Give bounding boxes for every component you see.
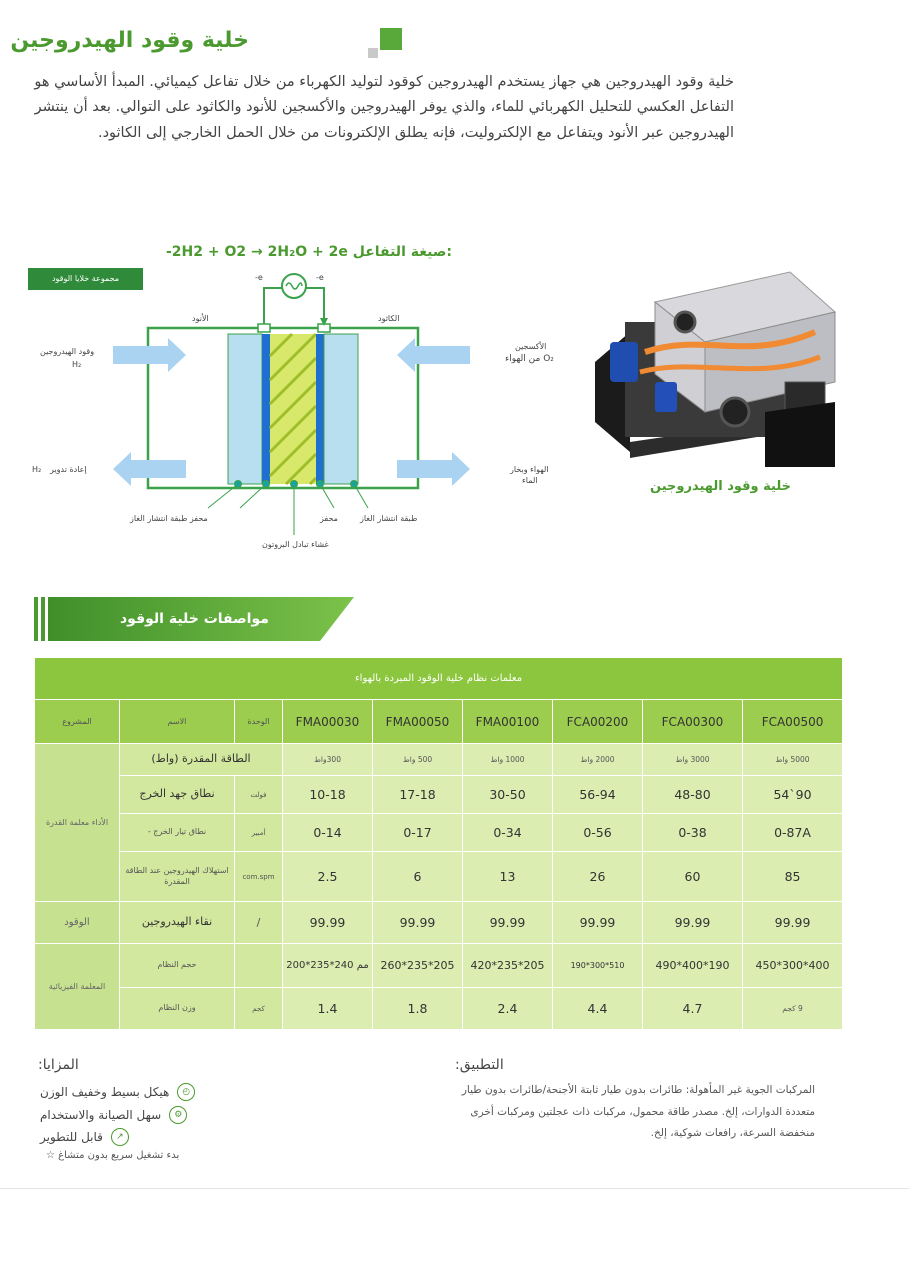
star-icon: ☆ xyxy=(46,1150,55,1161)
advantages-title: المزايا: xyxy=(38,1057,79,1073)
air-water-label-bottom: الماء xyxy=(522,476,538,485)
hydrogen-symbol: H₂ xyxy=(72,360,82,369)
table-cell: 2.5 xyxy=(283,852,373,902)
oxygen-in-arrow xyxy=(397,338,470,372)
product-caption: خلية وقود الهيدروجين xyxy=(650,479,792,494)
table-cell: 500 واط xyxy=(373,744,463,776)
advantage-item xyxy=(40,1106,187,1124)
table-cell: 0-17 xyxy=(373,814,463,852)
application-text: المركبات الجوية غير المأهولة: طائرات بدون طيار ثابتة الأجنحة/طائرات بدون طيار متعددة الدوارات، إلخ. مصدر طاقة محمول، مركبات ذات عجلتين ومركبات أخرى منخفضة السرعة، رافعات شوكية، إلخ. xyxy=(461,1084,815,1140)
table-cell: 2.4 xyxy=(463,988,553,1030)
table-cell: 0-87A xyxy=(743,814,843,852)
cathode-gdl xyxy=(324,334,358,484)
oxygen-label: الأكسجين xyxy=(515,342,547,351)
reaction-formula-label: صيغة التفاعل: xyxy=(352,244,452,260)
gdl-right-label: طبقة انتشار الغاز xyxy=(360,514,418,523)
group-fuel: الوقود xyxy=(35,902,120,944)
advantage-label: هيكل بسيط وخفيف الوزن xyxy=(40,1085,170,1099)
hydrogen-out-arrow xyxy=(113,452,186,486)
table-cell: 99.99 xyxy=(553,902,643,944)
table-cell: 2000 واط xyxy=(553,744,643,776)
table-cell: 0-14 xyxy=(283,814,373,852)
table-cell: 99.99 xyxy=(743,902,843,944)
load-symbol xyxy=(282,274,306,298)
row-name: الطاقة المقدرة (واط) xyxy=(120,744,283,776)
row-unit: com.spm xyxy=(235,852,283,902)
oxygen-from-air-label: من الهواء xyxy=(505,354,541,364)
row-name: حجم النظام xyxy=(120,944,235,988)
intro-paragraph: خلية وقود الهيدروجين هي جهاز يستخدم الهيدروجين كوقود لتوليد الكهرباء من خلال تفاعل كيميائي. المبدأ الأساسي هو التفاعل العكسي للتحليل الكهربائي للماء، والذي يوفر الهيدروجين والأكسجين للأنود والكاثود على التوالي. بعد أن ينتشر الهيدروجين عبر الأنود ويتفاعل مع الإلكتروليت، فإنه يطلق الإلكترونات من خلال الحمل الخارجي إلى الكاثود. xyxy=(34,74,734,141)
anode-label: الأنود xyxy=(192,314,209,323)
footer-divider xyxy=(0,1188,909,1189)
table-cell: 490*400*190 xyxy=(643,944,743,988)
cathode-catalyst xyxy=(316,334,324,484)
table-cell: 1.8 xyxy=(373,988,463,1030)
group-performance: الأداء معلمة القدرة xyxy=(35,744,120,902)
ribbon-stripe-1 xyxy=(34,597,38,641)
header-model: FMA00030 xyxy=(283,700,373,744)
row-unit: كجم xyxy=(235,988,283,1030)
spec-table xyxy=(34,657,843,1030)
row-unit xyxy=(235,944,283,988)
fuel-cell-product-image xyxy=(585,262,850,472)
hydrogen-recycle-label: إعادة تدوير xyxy=(50,465,87,474)
advantage-label: قابل للتطوير xyxy=(40,1130,103,1144)
group-physical: المعلمة الفيزيائية xyxy=(35,944,120,1030)
header-model: FCA00200 xyxy=(553,700,643,744)
table-cell: 5000 واط xyxy=(743,744,843,776)
table-cell: 0-56 xyxy=(553,814,643,852)
exhaust-out-arrow xyxy=(397,452,470,486)
title-decoration-square xyxy=(380,28,402,50)
table-cell: 9 كجم xyxy=(743,988,843,1030)
table-cell: 85 xyxy=(743,852,843,902)
table-cell: 48-80 xyxy=(643,776,743,814)
reaction-formula-text: -2H2 + O2 → 2H₂O + 2e xyxy=(166,244,348,260)
table-row xyxy=(35,852,843,902)
oxygen-symbol: O₂ xyxy=(543,354,554,364)
table-row xyxy=(35,944,843,988)
table-cell: 0-34 xyxy=(463,814,553,852)
speedometer-icon: ◴ xyxy=(177,1083,195,1101)
table-cell: 99.99 xyxy=(643,902,743,944)
table-cell: 26 xyxy=(553,852,643,902)
table-cell: 450*300*400 xyxy=(743,944,843,988)
table-cell: 200*235*240 مم xyxy=(283,944,373,988)
header-name: الاسم xyxy=(120,700,235,744)
table-row xyxy=(35,744,843,776)
electron-left-label: e- xyxy=(255,273,263,282)
hydrogen-fuel-label: وقود الهيدروجين xyxy=(40,347,95,356)
growth-icon: ↗ xyxy=(111,1128,129,1146)
row-name: استهلاك الهيدروجين عند الطاقة المقدرة xyxy=(120,852,235,902)
row-unit: / xyxy=(235,902,283,944)
page-title: خلية وقود الهيدروجين xyxy=(10,28,249,53)
header-unit: الوحدة xyxy=(235,700,283,744)
header-model: FMA00100 xyxy=(463,700,553,744)
catalyst-gdl-left-label: محفز طبقة انتشار الغاز xyxy=(130,514,208,523)
anode-gdl xyxy=(228,334,262,484)
reaction-formula xyxy=(166,244,452,260)
table-row xyxy=(35,814,843,852)
table-cell: 3000 واط xyxy=(643,744,743,776)
air-water-label-top: الهواء وبخار xyxy=(510,465,549,474)
table-cell: 4.4 xyxy=(553,988,643,1030)
table-cell: 1.4 xyxy=(283,988,373,1030)
anode-catalyst xyxy=(262,334,270,484)
table-cell: 6 xyxy=(373,852,463,902)
table-cell: 17-18 xyxy=(373,776,463,814)
table-row xyxy=(35,902,843,944)
table-cell: 56-94 xyxy=(553,776,643,814)
table-cell: 1000 واط xyxy=(463,744,553,776)
table-cell: 190*300*510 xyxy=(553,944,643,988)
title-decoration-small-square xyxy=(368,48,378,58)
header-model: FMA00050 xyxy=(373,700,463,744)
ribbon-stripe-2 xyxy=(41,597,45,641)
table-cell: 99.99 xyxy=(373,902,463,944)
catalyst-label: محفز xyxy=(320,514,338,523)
row-name: نقاء الهيدروجين xyxy=(120,902,235,944)
table-cell: 99.99 xyxy=(283,902,373,944)
gear-icon: ⚙ xyxy=(169,1106,187,1124)
row-unit: أمبير xyxy=(235,814,283,852)
row-name: وزن النظام xyxy=(120,988,235,1030)
row-name: نطاق تيار الخرج - xyxy=(120,814,235,852)
table-cell: 10-18 xyxy=(283,776,373,814)
table-row xyxy=(35,988,843,1030)
electron-right-label: e- xyxy=(316,273,324,282)
hydrogen-in-arrow xyxy=(113,338,186,372)
table-cell: 300واط xyxy=(283,744,373,776)
row-unit: فولت xyxy=(235,776,283,814)
fuel-cell-diagram xyxy=(28,260,498,560)
advantage-label: سهل الصيانة والاستخدام xyxy=(40,1108,162,1122)
table-cell: 54`90 xyxy=(743,776,843,814)
cathode-label: الكاثود xyxy=(378,314,400,323)
table-cell: 0-38 xyxy=(643,814,743,852)
section-title: مواصفات خلية الوقود xyxy=(120,611,269,627)
advantage-item xyxy=(40,1083,195,1101)
application-title: التطبيق: xyxy=(455,1057,504,1073)
advantage-item xyxy=(40,1128,129,1146)
table-cell: 420*235*205 xyxy=(463,944,553,988)
hydrogen-recycle-symbol: H₂ xyxy=(32,465,42,474)
table-cell: 13 xyxy=(463,852,553,902)
table-row xyxy=(35,776,843,814)
table-cell: 60 xyxy=(643,852,743,902)
oxygen-air-label xyxy=(505,354,554,364)
header-model: FCA00500 xyxy=(743,700,843,744)
external-circuit xyxy=(264,288,282,328)
header-model: FCA00300 xyxy=(643,700,743,744)
table-cell: 4.7 xyxy=(643,988,743,1030)
header-item: المشروع xyxy=(35,700,120,744)
row-name: نطاق جهد الخرج xyxy=(120,776,235,814)
fuel-cell-stack-badge: مجموعة خلايا الوقود xyxy=(28,268,143,290)
table-cell: 30-50 xyxy=(463,776,553,814)
advantage-note xyxy=(46,1150,179,1161)
advantage-note-text: بدء تشغيل سريع بدون متشاغ xyxy=(58,1150,180,1161)
table-caption: معلمات نظام خلية الوقود المبردة بالهواء xyxy=(35,658,843,700)
table-cell: 260*235*205 xyxy=(373,944,463,988)
table-cell: 99.99 xyxy=(463,902,553,944)
membrane-label: غشاء تبادل البروتون xyxy=(262,540,329,549)
